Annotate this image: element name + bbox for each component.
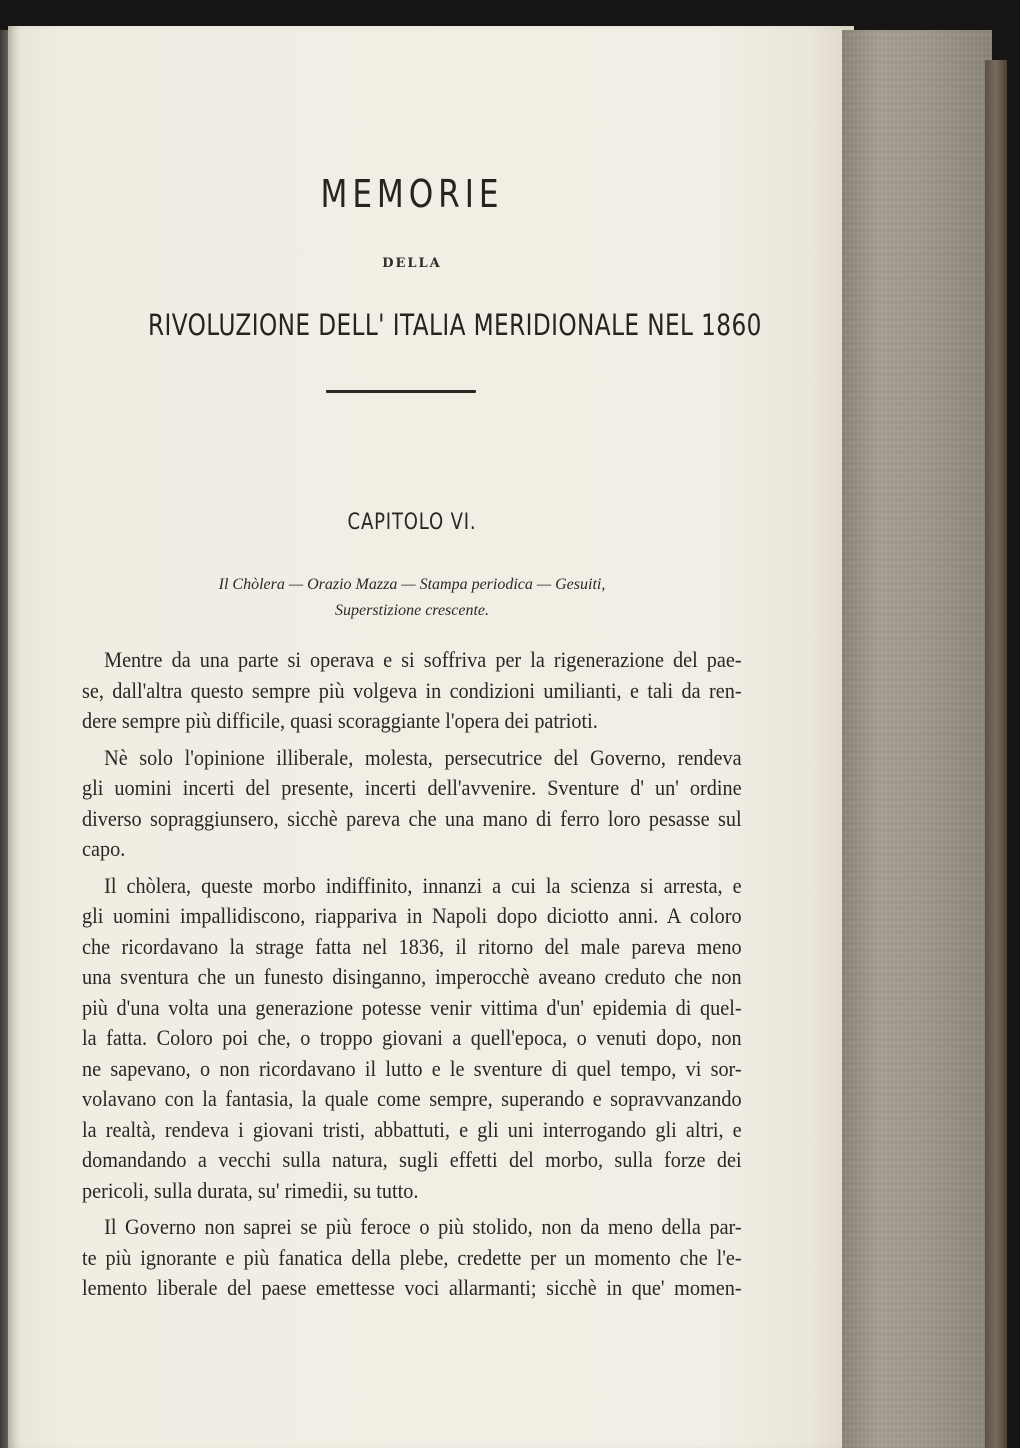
text-line: che ricordavano la strage fatta nel 1836, il ritorno del male pareva meno: [82, 933, 742, 959]
text-line: diverso sopraggiunsero, sicchè pareva che una mano di ferro loro pesasse sul: [82, 805, 742, 831]
text-line: Nè solo l'opinione illiberale, molesta, persecutrice del Governo, rendeva: [104, 744, 742, 770]
page-block-edges: [842, 30, 992, 1448]
text-line: pericoli, sulla durata, su' rimedii, su tutto.: [82, 1177, 419, 1203]
text-line: Mentre da una parte si operava e si soffriva per la rigenerazione del pae-: [104, 647, 742, 672]
book-title: MEMORIE: [320, 172, 504, 216]
text-line: domandando a vecchi sulla natura, sugli effetti del morbo, sulla forze dei: [82, 1147, 742, 1172]
chapter-heading: CAPITOLO VI.: [347, 510, 477, 535]
paragraph-1: [82, 645, 742, 737]
paragraph-3: [82, 871, 742, 1207]
text-line: la fatta. Coloro poi che, o troppo giovani a quell'epoca, o venuti dopo, non: [82, 1025, 742, 1050]
paragraph-2: [82, 743, 742, 865]
text-line: dere sempre più difficile, quasi scoraggiante l'opera dei patrioti.: [82, 708, 598, 733]
book-cover-edge: [985, 60, 1007, 1448]
chapter-summary: [82, 572, 742, 624]
text-line: Il chòlera, queste morbo indiffinito, innanzi a cui la scienza si arresta, e: [104, 872, 742, 898]
text-line: la realtà, rendeva i giovani tristi, abbattuti, e gli uni interrogando gli altri, e: [82, 1116, 742, 1142]
text-line: gli uomini incerti del presente, incerti dell'avvenire. Sventure d' un' ordine: [82, 775, 742, 800]
text-line: più d'una volta una generazione potesse venir vittima d'un' epidemia di quel-: [82, 994, 742, 1020]
text-line: te più ignorante e più fanatica della plebe, credette per un momento che l'e-: [82, 1244, 742, 1270]
book-page: [8, 26, 854, 1448]
body-text: [82, 645, 742, 1310]
text-line: Il Governo non saprei se più feroce o più stolido, non da meno della par-: [104, 1214, 742, 1239]
summary-line: Il Chòlera — Orazio Mazza — Stampa periodica — Gesuiti,: [218, 576, 606, 593]
text-line: capo.: [82, 836, 126, 861]
text-line: volavano con la fantasia, la quale come sempre, superando e sopravvanzando: [82, 1086, 742, 1111]
text-line: una sventura che un funesto disinganno, imperocchè aveano creduto che non: [82, 964, 742, 989]
text-line: se, dall'altra questo sempre più volgeva in condizioni umilianti, e tali da ren-: [82, 677, 742, 703]
summary-line: Superstizione crescente.: [334, 602, 490, 619]
text-line: gli uomini impallidiscono, riappariva in Napoli dopo diciotto anni. A coloro: [82, 903, 742, 928]
title-rule: [326, 390, 476, 393]
title-connector: DELLA: [382, 256, 442, 271]
text-line: lemento liberale del paese emettesse voci allarmanti; sicchè in que' momen-: [82, 1275, 742, 1300]
book-subtitle: RIVOLUZIONE DELL' ITALIA MERIDIONALE NEL 1860: [148, 308, 762, 342]
text-line: ne sapevano, o non ricordavano il lutto e le sventure di quel tempo, vi sor-: [82, 1055, 742, 1081]
paragraph-4: [82, 1212, 742, 1304]
